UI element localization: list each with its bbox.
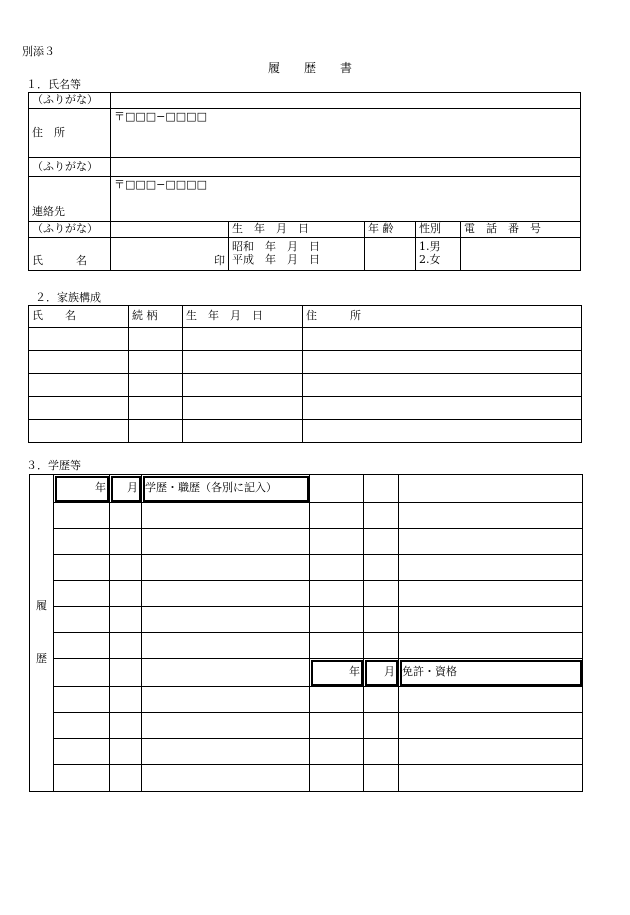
era-showa: 昭和 年 月 日 <box>232 240 320 254</box>
birth-date-field[interactable] <box>229 238 365 271</box>
table-cell[interactable] <box>399 713 583 739</box>
table-cell[interactable] <box>364 503 399 529</box>
table-cell[interactable] <box>110 555 142 581</box>
phone-label: 電 話 番 号 <box>461 222 581 238</box>
seal-mark: 印 <box>214 254 225 268</box>
table-cell[interactable] <box>364 475 399 503</box>
table-cell[interactable] <box>183 328 303 351</box>
attachment-label: 別添３ <box>22 45 55 58</box>
table-cell[interactable] <box>110 607 142 633</box>
table-cell[interactable] <box>142 503 310 529</box>
table-cell[interactable] <box>399 503 583 529</box>
table-cell[interactable] <box>142 633 310 659</box>
table-cell[interactable] <box>110 581 142 607</box>
era-heisei: 平成 年 月 日 <box>232 253 320 266</box>
table-cell[interactable] <box>110 659 142 687</box>
name-furigana-label: （ふりがな） <box>29 222 111 238</box>
table-cell[interactable] <box>110 633 142 659</box>
section1-heading: １．氏名等 <box>26 78 81 91</box>
name-furigana-input[interactable] <box>111 222 229 238</box>
license-content-header: 免許・資格 <box>399 659 583 687</box>
history-month-header: 月 <box>110 475 142 503</box>
sex-male: 1.男 <box>419 240 441 254</box>
furigana-label: （ふりがな） <box>29 93 111 109</box>
table-cell[interactable] <box>129 351 183 374</box>
contact-postal-code: 〒□□□−□□□□ <box>114 178 207 191</box>
side-label-top: 履 <box>36 599 47 613</box>
section2-heading: ２．家族構成 <box>35 291 101 304</box>
table-cell[interactable] <box>110 687 142 713</box>
side-label-bottom: 歴 <box>36 652 47 665</box>
table-cell[interactable] <box>310 687 364 713</box>
table-cell[interactable] <box>54 659 110 687</box>
history-year-header: 年 <box>54 475 110 503</box>
furigana-input[interactable] <box>111 93 581 109</box>
table-cell[interactable] <box>142 555 310 581</box>
contact-furigana-label: （ふりがな） <box>29 158 111 177</box>
table-cell[interactable] <box>142 765 310 792</box>
table-cell[interactable] <box>364 581 399 607</box>
table-cell[interactable] <box>142 739 310 765</box>
history-content-header: 学歴・職歴（各別に記入） <box>142 475 310 503</box>
table-cell[interactable] <box>310 581 364 607</box>
contact-furigana-input[interactable] <box>111 158 581 177</box>
table-cell[interactable] <box>303 397 582 420</box>
table-cell[interactable] <box>310 475 364 503</box>
table-cell[interactable] <box>142 607 310 633</box>
table-cell[interactable] <box>54 529 110 555</box>
table-cell[interactable] <box>54 633 110 659</box>
table-cell[interactable] <box>129 397 183 420</box>
family-relation-header: 続 柄 <box>129 306 183 328</box>
table-cell[interactable] <box>54 713 110 739</box>
family-table <box>28 305 582 443</box>
table-cell[interactable] <box>142 581 310 607</box>
table-cell[interactable] <box>310 765 364 792</box>
table-cell[interactable] <box>364 765 399 792</box>
name-label: 氏 名 <box>29 238 111 271</box>
contact-label: 連絡先 <box>29 177 111 222</box>
table-cell[interactable] <box>364 713 399 739</box>
table-cell[interactable] <box>364 555 399 581</box>
table-cell[interactable] <box>54 581 110 607</box>
table-cell[interactable] <box>364 633 399 659</box>
table-cell[interactable] <box>303 374 582 397</box>
table-cell[interactable] <box>399 555 583 581</box>
phone-field[interactable] <box>461 238 581 271</box>
table-cell[interactable] <box>183 374 303 397</box>
table-cell[interactable] <box>142 659 310 687</box>
table-cell[interactable] <box>364 687 399 713</box>
age-label: 年 齢 <box>365 222 416 238</box>
table-cell[interactable] <box>142 713 310 739</box>
age-field[interactable] <box>365 238 416 271</box>
table-cell[interactable] <box>364 739 399 765</box>
family-address-header: 住 所 <box>303 306 582 328</box>
table-cell[interactable] <box>110 503 142 529</box>
table-cell[interactable] <box>183 397 303 420</box>
family-birth-header: 生 年 月 日 <box>183 306 303 328</box>
table-cell[interactable] <box>54 765 110 792</box>
address-field[interactable] <box>111 109 581 158</box>
table-cell[interactable] <box>29 351 129 374</box>
table-cell[interactable] <box>310 555 364 581</box>
table-cell[interactable] <box>129 420 183 443</box>
history-table <box>29 474 583 792</box>
table-cell[interactable] <box>129 328 183 351</box>
address-label: 住 所 <box>29 109 111 158</box>
table-cell[interactable] <box>399 633 583 659</box>
license-year-header: 年 <box>310 659 364 687</box>
table-cell[interactable] <box>54 555 110 581</box>
table-cell[interactable] <box>29 397 129 420</box>
table-cell[interactable] <box>399 581 583 607</box>
family-name-header: 氏 名 <box>29 306 129 328</box>
table-cell[interactable] <box>310 713 364 739</box>
birth-label: 生 年 月 日 <box>229 222 365 238</box>
table-cell[interactable] <box>310 739 364 765</box>
table-cell[interactable] <box>183 351 303 374</box>
sex-label: 性別 <box>416 222 461 238</box>
table-cell[interactable] <box>29 374 129 397</box>
table-cell[interactable] <box>303 351 582 374</box>
section3-heading: ３．学歴等 <box>26 459 81 472</box>
table-cell[interactable] <box>399 529 583 555</box>
table-cell[interactable] <box>110 713 142 739</box>
history-side-label <box>30 475 54 792</box>
table-cell[interactable] <box>399 739 583 765</box>
page-title: 履 歴 書 <box>268 61 353 75</box>
table-cell[interactable] <box>310 503 364 529</box>
table-cell[interactable] <box>399 607 583 633</box>
sex-field[interactable] <box>416 238 461 271</box>
table-cell[interactable] <box>364 529 399 555</box>
table-cell[interactable] <box>54 687 110 713</box>
license-month-header: 月 <box>364 659 399 687</box>
table-cell[interactable] <box>310 607 364 633</box>
table-cell[interactable] <box>399 765 583 792</box>
table-cell[interactable] <box>364 607 399 633</box>
contact-field[interactable] <box>111 177 581 222</box>
table-cell[interactable] <box>129 374 183 397</box>
table-cell[interactable] <box>310 633 364 659</box>
table-cell[interactable] <box>110 739 142 765</box>
personal-info-table <box>28 92 581 271</box>
table-cell[interactable] <box>142 529 310 555</box>
table-cell[interactable] <box>54 739 110 765</box>
table-cell[interactable] <box>303 328 582 351</box>
table-cell[interactable] <box>29 328 129 351</box>
table-cell[interactable] <box>110 529 142 555</box>
postal-code: 〒□□□−□□□□ <box>114 110 207 123</box>
table-cell[interactable] <box>54 503 110 529</box>
table-cell[interactable] <box>303 420 582 443</box>
table-cell[interactable] <box>183 420 303 443</box>
table-cell[interactable] <box>142 687 310 713</box>
table-cell[interactable] <box>54 607 110 633</box>
name-field[interactable] <box>111 238 229 271</box>
table-cell[interactable] <box>110 765 142 792</box>
table-cell[interactable] <box>29 420 129 443</box>
table-cell[interactable] <box>399 687 583 713</box>
table-cell[interactable] <box>399 475 583 503</box>
table-cell[interactable] <box>310 529 364 555</box>
sex-female: 2.女 <box>419 253 441 266</box>
